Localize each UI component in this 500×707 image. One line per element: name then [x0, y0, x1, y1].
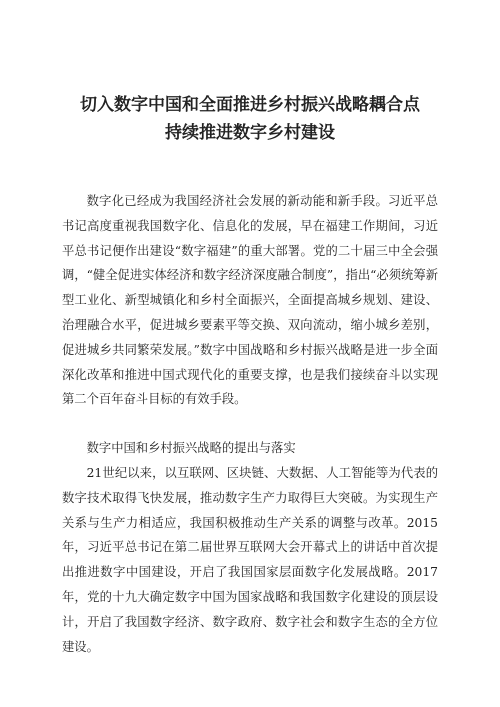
- title-line-2: 持续推进数字乡村建设: [165, 123, 335, 143]
- title-line-1: 切入数字中国和全面推进乡村振兴战略耦合点: [80, 95, 420, 115]
- body-paragraph: 21世纪以来，以互联网、区块链、大数据、人工智能等为代表的数字技术取得飞快发展，推动数字生产力取得巨大突破。为实现生产关系与生产力相适应，我国积极推动生产关系的调整与改革。2015年，习近平总书记在第二届世界互联网大会开幕式上的讲话中首次提出推进数字中国建设，开启了我国国家层面数字化发展战略。2017年，党的十九大确定数字中国为国家战略和我国数字化建设的顶层设计，开启了我国数字经济、数字政府、数字社会和数字生态的全方位建设。: [62, 466, 438, 654]
- intro-paragraph: 数字化已经成为我国经济社会发展的新动能和新手段。习近平总书记高度重视我国数字化、信息化的发展，早在福建工作期间，习近平总书记便作出建设“数字福建”的重大部署。党的二十届三中全会强调，“健全促进实体经济和数字经济深度融合制度”，指出“必须统筹新型工业化、新型城镇化和乡村全面振兴，全面提高城乡规划、建设、治理融合水平，促进城乡要素平等交换、双向流动，缩小城乡差别，促进城乡共同繁荣发展。”数字中国战略和乡村振兴战略是进一步全面深化改革和推进中国式现代化的重要支撑，也是我们接续奋斗以实现第二个百年奋斗目标的有效手段。: [62, 194, 438, 407]
- section-heading: 数字中国和乡村振兴战略的提出与落实: [86, 441, 296, 455]
